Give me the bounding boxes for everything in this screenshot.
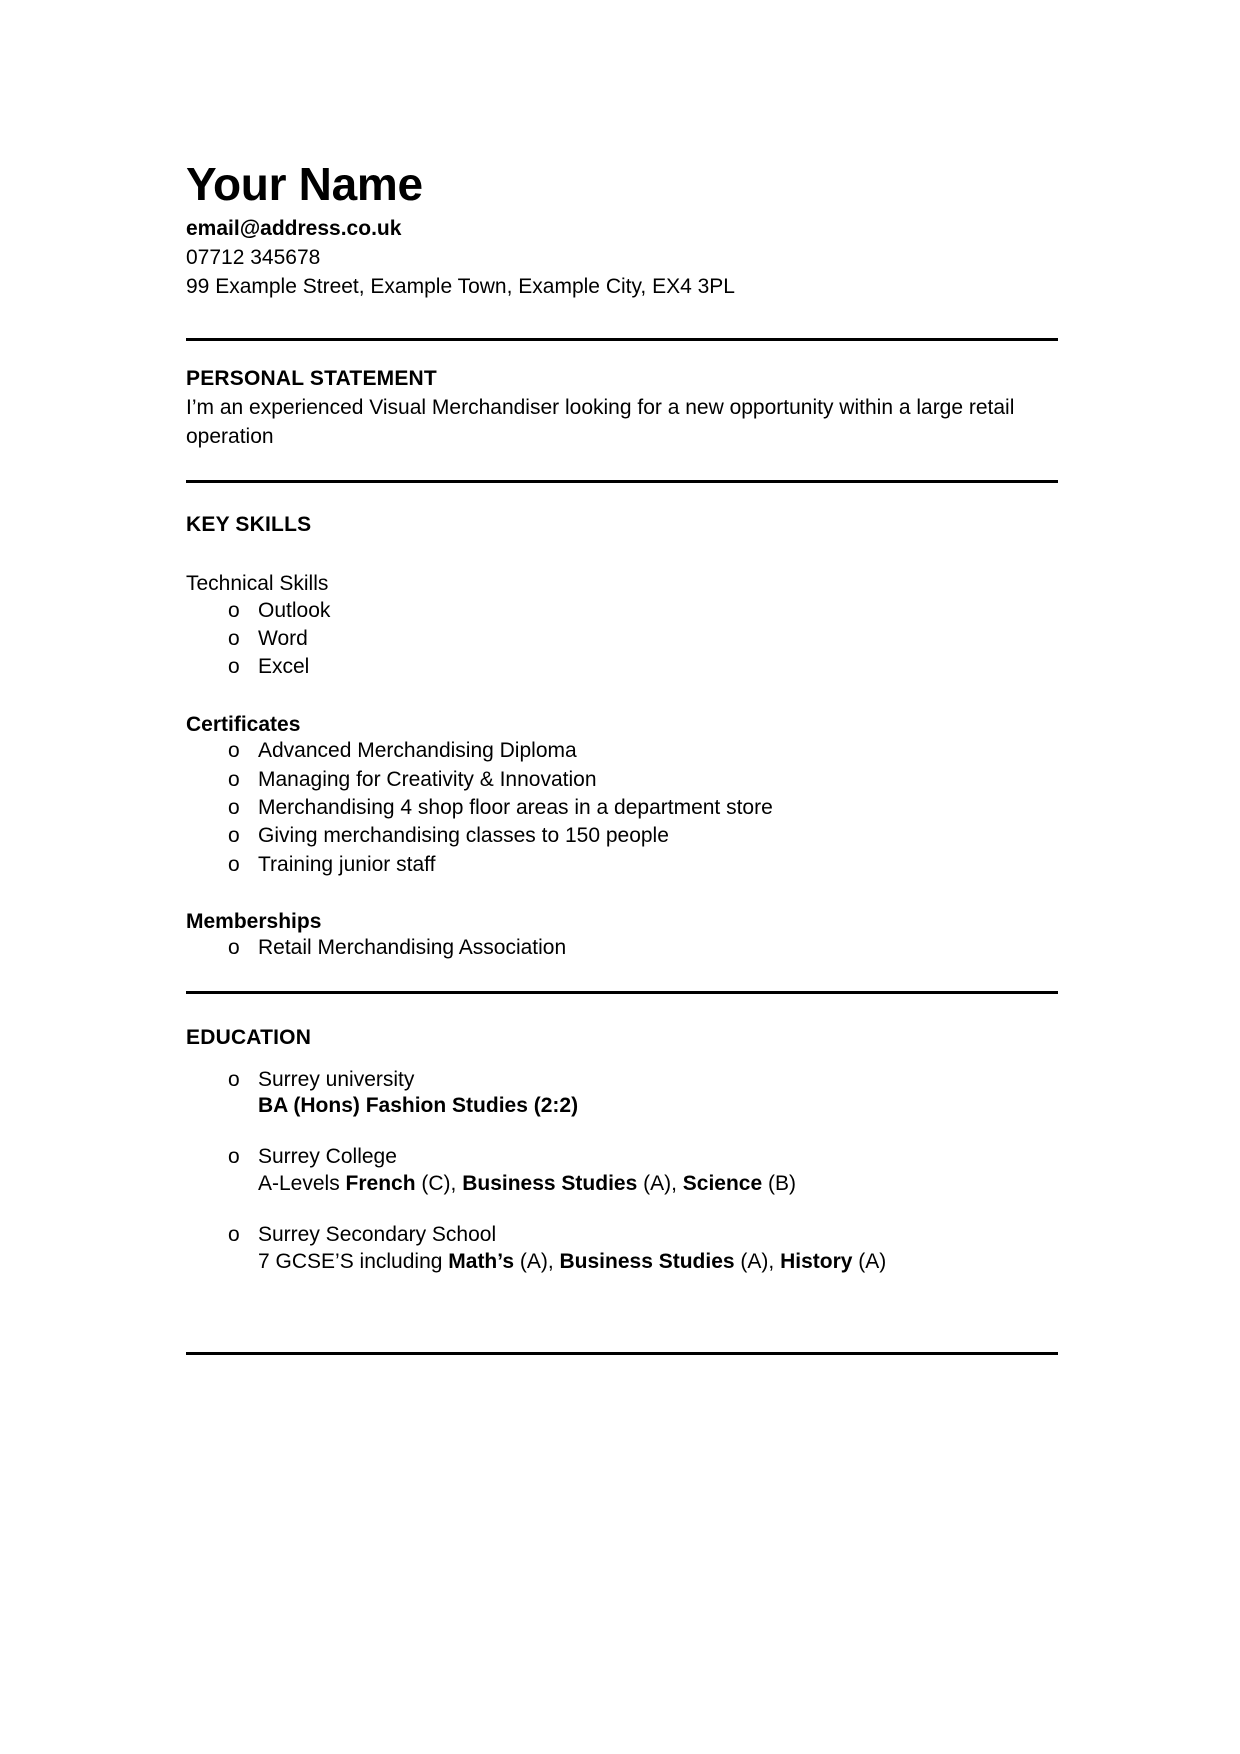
list-item (186, 768, 1058, 792)
section-divider-bottom (186, 1352, 1058, 1355)
circle-bullet-icon: o (228, 936, 240, 960)
education-qualification-part: French (345, 1171, 416, 1195)
circle-bullet-icon: o (228, 1145, 240, 1169)
contact-header (186, 160, 1058, 302)
education-entry (186, 1145, 1058, 1197)
education-qualification-part: (A) (852, 1249, 887, 1273)
key-skills-group (186, 907, 1058, 961)
key-skills-group (186, 710, 1058, 877)
list-item-label: Giving merchandising classes to 150 people (258, 824, 669, 848)
circle-bullet-icon: o (228, 824, 240, 848)
education-qualification-part: Business Studies (559, 1249, 735, 1273)
list-item (186, 655, 1058, 679)
section-personal-statement (186, 367, 1058, 453)
list-item-label: Managing for Creativity & Innovation (258, 767, 597, 791)
education-entry (186, 1223, 1058, 1275)
list-item (186, 627, 1058, 651)
candidate-name: Your Name (186, 158, 423, 210)
key-skills-heading: KEY SKILLS (186, 513, 312, 537)
education-institution: Surrey university (258, 1067, 415, 1091)
contact-address: 99 Example Street, Example Town, Example City, EX4 3PL (186, 274, 735, 298)
circle-bullet-icon: o (228, 1067, 240, 1091)
education-qualification-part: (B) (762, 1171, 796, 1195)
resume-content (186, 160, 1058, 1355)
education-qualification-part: (A), (514, 1249, 560, 1273)
list-item (186, 936, 1058, 960)
education-qualification (258, 1172, 1058, 1197)
list-item-label: Advanced Merchandising Diploma (258, 739, 577, 763)
education-entry (186, 1068, 1058, 1120)
education-qualification-part: Business Studies (462, 1171, 638, 1195)
list-item-label: Word (258, 627, 308, 651)
key-skills-item-list (186, 739, 1058, 877)
key-skills-groups (186, 569, 1058, 960)
education-qualification-part: (A), (734, 1249, 781, 1273)
list-item-label: Retail Merchandising Association (258, 936, 567, 960)
list-item-label: Merchandising 4 shop floor areas in a department store (258, 795, 773, 819)
section-key-skills (186, 513, 1058, 960)
contact-phone: 07712 345678 (186, 245, 321, 269)
circle-bullet-icon: o (228, 655, 240, 679)
education-institution: Surrey Secondary School (258, 1222, 497, 1246)
key-skills-group-label: Technical Skills (186, 572, 329, 596)
education-institution: Surrey College (258, 1145, 397, 1169)
list-item-label: Excel (258, 655, 310, 679)
education-qualification (258, 1094, 1058, 1119)
education-qualification (258, 1250, 1058, 1275)
list-item (186, 599, 1058, 623)
key-skills-item-list (186, 599, 1058, 680)
education-qualification-part: History (780, 1249, 853, 1273)
section-education (186, 1026, 1058, 1275)
section-divider-after-skills (186, 991, 1058, 994)
education-heading: EDUCATION (186, 1025, 312, 1049)
key-skills-group-label: Memberships (186, 909, 322, 933)
education-list (186, 1068, 1058, 1275)
education-qualification-part: A-Levels (258, 1171, 346, 1195)
list-item (186, 796, 1058, 820)
key-skills-group-label: Certificates (186, 712, 301, 736)
section-divider-top (186, 338, 1058, 341)
section-divider-after-statement (186, 480, 1058, 483)
list-item (186, 853, 1058, 877)
education-qualification-part: 7 GCSE’S including (258, 1249, 449, 1273)
contact-email: email@address.co.uk (186, 216, 402, 240)
circle-bullet-icon: o (228, 795, 240, 819)
key-skills-group (186, 569, 1058, 679)
list-item (186, 739, 1058, 763)
key-skills-item-list (186, 936, 1058, 960)
list-item (186, 824, 1058, 848)
circle-bullet-icon: o (228, 739, 240, 763)
education-qualification-part: BA (Hons) Fashion Studies (2:2) (258, 1094, 579, 1118)
education-qualification-part: Math’s (448, 1249, 514, 1273)
personal-statement-heading: PERSONAL STATEMENT (186, 366, 437, 390)
circle-bullet-icon: o (228, 627, 240, 651)
circle-bullet-icon: o (228, 767, 240, 791)
education-qualification-part: Science (682, 1171, 763, 1195)
list-item-label: Training junior staff (258, 852, 436, 876)
personal-statement-text: I’m an experienced Visual Merchandiser looking for a new opportunity within a large retail operation (186, 395, 1015, 449)
circle-bullet-icon: o (228, 852, 240, 876)
list-item-label: Outlook (258, 598, 331, 622)
circle-bullet-icon: o (228, 598, 240, 622)
education-qualification-part: (A), (637, 1171, 683, 1195)
education-qualification-part: (C), (415, 1171, 463, 1195)
circle-bullet-icon: o (228, 1222, 240, 1246)
